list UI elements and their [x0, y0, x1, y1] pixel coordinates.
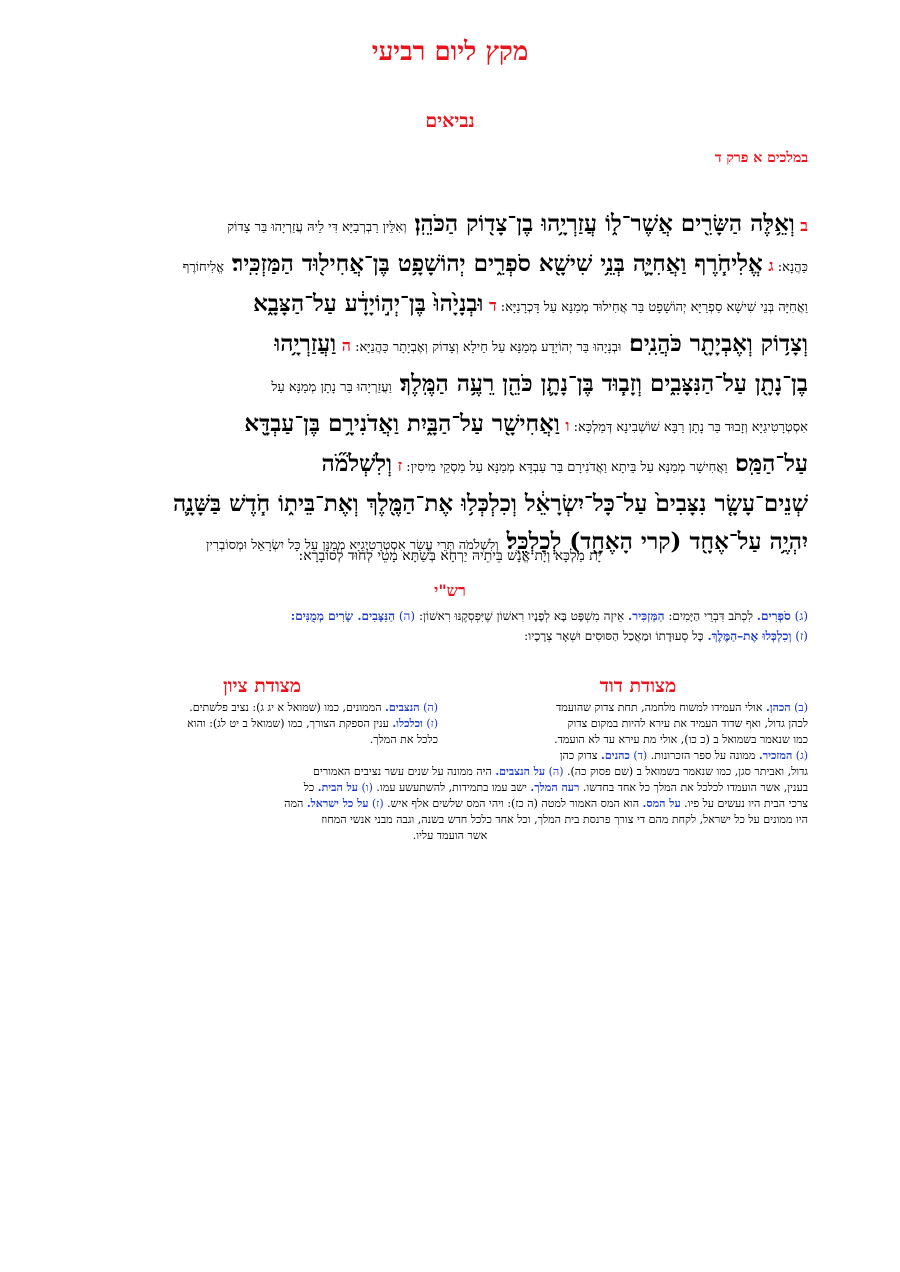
verse-segment: ד: [483, 296, 497, 315]
verse-segment: וְלִשְׁלֹמֹה תְּרֵי עֲשַׂר אִסְטְרָטִיגַיָּא מְמַנָּן עַל כָּל יִשְׂרָאֵל וּמְסוֹבְרִין: [205, 538, 499, 553]
verse-segment: וַאֲחִיָּה בְּנֵי שִׁישָׁא סַפְרַיָּא יְהוֹשָׁפָט בַּר אֲחִילוּד מְמַנָּא עַל דָּכְרָנַיָּא:: [496, 300, 808, 315]
verse-segment: אֱלִיחוֹרֶף: [182, 260, 225, 275]
rashi-commentary: [92, 606, 808, 646]
verse-line: [92, 406, 808, 446]
rashi-segment: (ה): [395, 609, 416, 623]
metzudat-david-segment: לכהן גדול, ואף שדוד העמיד את עירא להיות במקום צדוק: [567, 717, 808, 730]
rashi-segment: אֵיזֶה מִשְׁפָּט בָּא לְפָנָיו רִאשׁוֹן שֶׁיִּפְסְקֶנּוּ רִאשׁוֹן:: [415, 609, 625, 623]
continuation-segment: על המס.: [642, 797, 681, 810]
continuation-segment: גדול, ואביתר סגן, כמו שנאמר בשמואל ב (שם פסוק כה).: [563, 765, 808, 778]
metzudat-tzion-line: [92, 732, 438, 748]
verse-segment: וַאֲחִישָׁ֖ר עַל־הַבָּ֑יִת וַאֲדֹנִירָ֥ם בֶּן־עַבְדָּ֖א: [244, 410, 560, 437]
metzudat-tzion-segment: ענין הספקת הצורך, כמו (שמואל ב יט לג): והוא: [187, 717, 389, 730]
verse-line: [92, 366, 808, 406]
metzudat-tzion-segment: (ז): [422, 717, 438, 730]
rashi-segment: כָּל סְעוּדָתוֹ וּמַאֲכַל הַסּוּסִים וּשְׁאָר צְרָכָיו:: [524, 629, 704, 643]
verse-line: [92, 246, 808, 286]
page-title: מקץ ליום רביעי: [371, 37, 529, 67]
verse-segment: שְׁנֵים־עָשָׂ֤ר נִצָּבִים֙ עַל־כָּל־יִשְׂרָאֵ֔ל וְכִלְכְּל֥וּ אֶת־הַמֶּ֖לֶךְ וְאֶת־בֵּית֑וֹ חֹ֧דֶשׁ בַּשָּׁנָ֛ה: [173, 490, 808, 517]
continuation-line: [92, 828, 808, 844]
rashi-segment: לִכְתֹּב דִּבְרֵי הַיָּמִים:: [664, 609, 753, 623]
verse-segment: וַאֲחִישָׁר מְמַנָּא עַל בֵּיתָא וַאֲדֹנִירָם בַּר עַבְדָּא מְמַנָּא עַל מַסְקֵי מִיסִין:: [402, 460, 728, 475]
metzudat-tzion-text: [92, 700, 438, 748]
continuation-segment: היו ממונים על כל ישראל, לקחת מהם די צורך פרנסת בית המלך, וכל אחד כלכל חדש בשנה, וגבה מבני אנשי המחוז: [321, 813, 808, 826]
verse-segment: ו: [559, 416, 570, 435]
metzudat-tzion-segment: וכלכלו.: [392, 717, 423, 730]
rashi-segment: וְכִלְכְּלוּ אֶת–הַמֶּלֶךְ.: [707, 629, 792, 643]
continuation-segment: על הנצבים.: [495, 765, 546, 778]
rashi-line: [92, 626, 808, 646]
verse-line: [92, 446, 808, 486]
metzudat-tzion-segment: הנצבים.: [385, 701, 420, 714]
metzudat-tzion-segment: הממונים, כמו (שמואל א יג ג): נציב פלשתים.: [189, 701, 382, 714]
metzudat-tzion-line: [92, 700, 438, 716]
continuation-segment: ישב עמו בתמידות, להשתעשע עמו.: [372, 781, 527, 794]
continuation-segment: בענין, אשר הועמדו לכלכל את המלך כל אחד בחדשו.: [579, 781, 808, 794]
metzudat-david-line: [462, 700, 808, 716]
metzudat-tzion-line: [92, 716, 438, 732]
metzudat-david-segment: המזכיר.: [758, 749, 793, 762]
metzudat-david-segment: כהנים.: [600, 749, 630, 762]
metzudat-david-segment: (ג): [792, 749, 808, 762]
metzudat-david-line: [462, 716, 808, 732]
continuation-segment: (ה): [545, 765, 564, 778]
verse-segment: ז: [392, 456, 403, 475]
main-text: [92, 206, 808, 564]
chapter-reference: במלכים א פרק ד: [714, 150, 808, 166]
verse-segment: וְצָד֥וֹק וְאֶבְיָתָ֖ר כֹּהֲנִֽים׃: [621, 330, 808, 357]
rashi-title: רש"י: [434, 581, 466, 600]
continuation-line: [92, 764, 808, 780]
metzudat-tzion-title: מצודת ציון: [222, 675, 302, 697]
metzudat-david-text: [462, 700, 808, 764]
verse-segment: אִסְטְרָטִיגַיָּא וְזָבוּד בַּר נָתָן רַבָּא שׁוֹשְׁבִינָא דְּמַלְכָּא:: [569, 420, 808, 435]
continuation-line: [92, 780, 808, 796]
continuation-segment: היה ממונה על שנים עשר נציבים האמורים: [312, 765, 492, 778]
rashi-segment: הַנִּצָּבִים. שָׂרִים מְמֻנִּים:: [290, 609, 396, 623]
verse-segment: וַעֲזַרְיָהוּ בַּר נָתָן מְמַנָּא עַל: [271, 380, 392, 395]
continuation-line: [92, 796, 808, 812]
continuation-segment: רעה המלך.: [530, 781, 580, 794]
metzudat-david-segment: (ב): [790, 701, 808, 714]
rashi-segment: (ז): [791, 629, 808, 643]
verse-line: [92, 206, 808, 246]
continuation-segment: המה: [284, 797, 304, 810]
verse-segment: אֱלִיחֹ֧רֶף וַאֲחִיָּ֛ה בְּנֵ֥י שִׁישָׁ֖א סֹפְרִ֑ים יְהוֹשָׁפָ֥ט בֶּן־אֲחִיל֖וּד הַמַּזְכִּֽיר׃: [224, 250, 763, 277]
continuation-line: [92, 812, 808, 828]
metzudat-tzion-segment: (ה): [419, 701, 438, 714]
metzudat-david-continuation: [92, 764, 808, 844]
continuation-segment: על כל ישראל.: [306, 797, 369, 810]
continuation-segment: כל: [303, 781, 315, 794]
metzudat-david-segment: (ד): [629, 749, 648, 762]
rashi-line: [92, 606, 808, 626]
rashi-segment: הַמַּזְכִּיר.: [628, 609, 665, 623]
verse-segment: עַל־הַמַּֽס׃: [727, 450, 808, 477]
metzudat-david-segment: כמו שנאמר בשמואל ב (כ כו), אולי מת עירא עד לא הועמד.: [554, 733, 808, 746]
verse-line: [92, 486, 808, 524]
rashi-segment: סֹפְרִים.: [756, 609, 791, 623]
verse-segment: וּבְנָיָהוּ בַּר יְהוֹיָדָע מְמַנָּא עַל חֵילָא וְצָדוֹק וְאֶבְיָתָר כַּהֲנַיָּא:: [350, 340, 622, 355]
verse-segment: וְלִשְׁלֹמֹ֞ה: [321, 450, 393, 477]
verse-segment: ג: [762, 256, 774, 275]
metzudat-david-segment: צדוק כהן: [559, 749, 598, 762]
rashi-segment: (ג): [790, 609, 808, 623]
verse-segment: ה: [336, 336, 351, 355]
metzudat-david-segment: אולי העמידו למשוח מלחמה, תחת צדוק שהועמד: [556, 701, 763, 714]
verse-segment: וְאִלֵּין רַבְרְבַיָּא דִּי לֵיהּ עֲזַרְיָהוּ בַּר צָדוֹק: [227, 220, 407, 235]
metzudat-tzion-segment: כלכל את המלך.: [369, 733, 438, 746]
continuation-segment: צרכי הבית היו נעשים על פיו.: [680, 797, 808, 810]
section-title: נביאים: [425, 110, 475, 132]
verse-segment: בֶן־נָתָ֖ן עַל־הַנִּצָּבִ֑ים וְזָב֧וּד בֶּן־נָתָ֛ן כֹּהֵ֖ן רֵעֶ֥ה הַמֶּֽלֶךְ׃: [391, 370, 808, 397]
verse-line: [92, 286, 808, 326]
verse-segment: ב: [794, 216, 808, 235]
continuation-segment: על הבית.: [317, 781, 358, 794]
metzudat-david-line: [462, 732, 808, 748]
metzudat-david-segment: ממונה על ספר הזכרונות.: [647, 749, 756, 762]
continuation-segment: הוא המס האמור למטה (ה כז): ויהי המס שלשים אלף איש.: [383, 797, 640, 810]
targum-last-line: יָת מַלְכָּא וְיָת אֱנָשׁ בֵּיתֵיהּ יַרְחָא בְּשַׁתָּא מָטֵי לְחוּד לְסוֹבָרָא:: [298, 548, 602, 564]
continuation-segment: (ו): [358, 781, 373, 794]
continuation-segment: (ז): [368, 797, 384, 810]
verse-segment: כַּהֲנָא:: [773, 260, 808, 275]
verse-line: [92, 326, 808, 366]
verse-segment: וְאֵ֥לֶּה הַשָּׂרִ֖ים אֲשֶׁר־ל֑וֹ עֲזַרְיָ֥הוּ בֶן־צָד֖וֹק הַכֹּהֵֽן׃: [406, 210, 795, 237]
metzudat-david-line: [462, 748, 808, 764]
verse-segment: יִהְיֶ֥ה עַל־אֶחָ֖ד (קרי הָאֶחָ֖ד) לְכַלְכֵּֽל׃: [498, 528, 808, 555]
metzudat-david-segment: הכהן.: [765, 701, 791, 714]
continuation-segment: אשר הועמד עליו.: [412, 829, 488, 842]
metzudat-david-title: מצודת דוד: [599, 675, 677, 697]
verse-segment: וַעֲזַרְיָ֥הוּ: [274, 330, 337, 357]
verse-segment: וּבְנָיָ֙הוּ֙ בֶּן־יְה֣וֹיָדָ֔ע עַל־הַצָּבָ֑א: [253, 290, 484, 317]
